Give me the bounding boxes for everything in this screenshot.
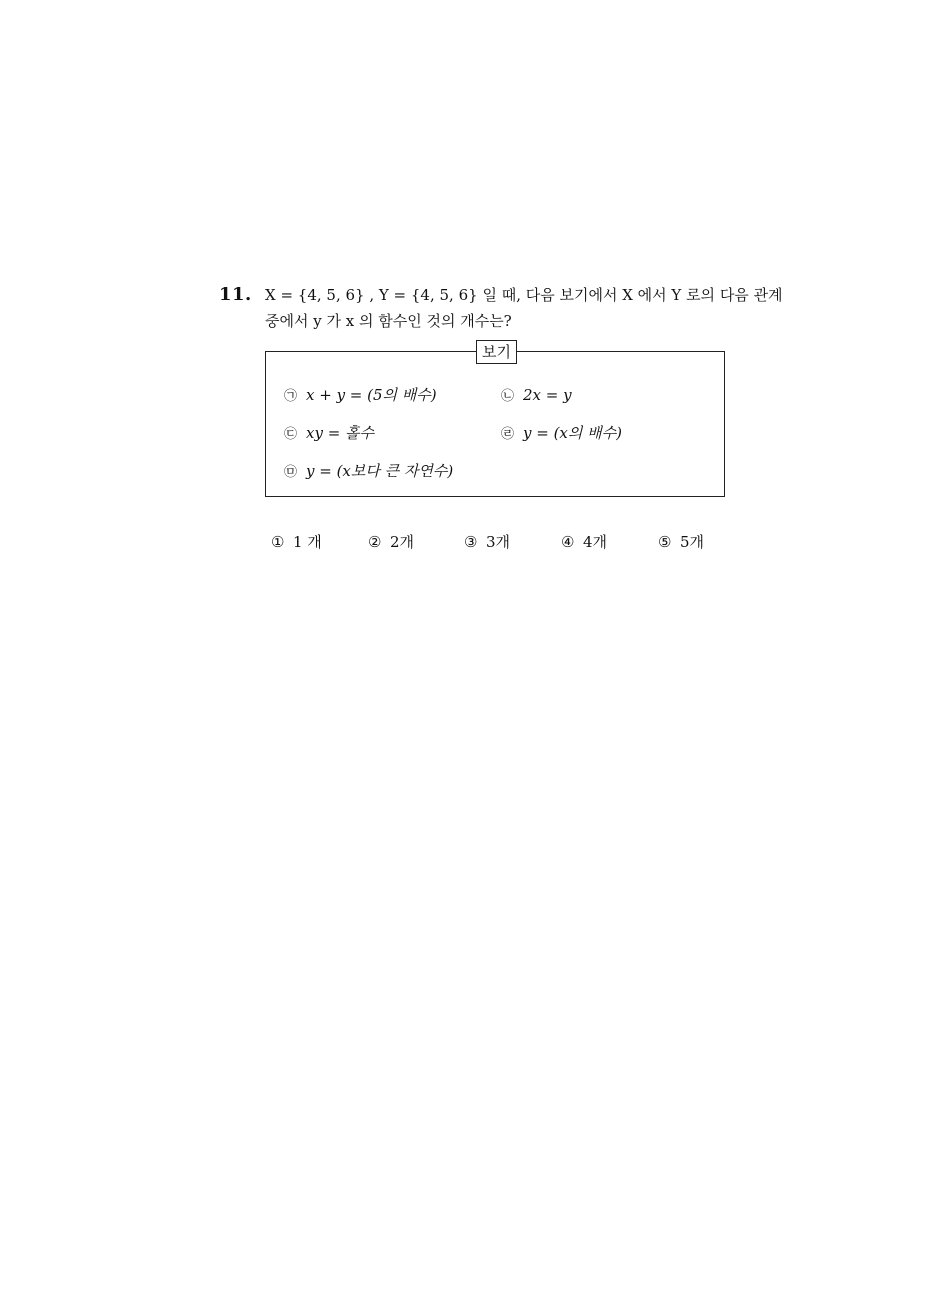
example-box-title: 보기	[476, 340, 517, 364]
problem-number: 11.	[219, 284, 252, 305]
example-item	[501, 423, 622, 445]
choice-number: ④	[561, 533, 575, 551]
example-item-text: y = (x의 배수)	[523, 424, 622, 442]
answer-choice-1[interactable]	[271, 532, 322, 552]
question-line-2: 중에서 y 가 x 의 함수인 것의 개수는?	[265, 312, 512, 330]
choice-label: 1 개	[293, 533, 322, 551]
choice-label: 3개	[486, 533, 511, 551]
example-item-marker: ㉠	[284, 389, 298, 404]
example-item-marker: ㉡	[501, 389, 515, 404]
example-item-text: y = (x보다 큰 자연수)	[306, 462, 454, 480]
example-item-marker: ㉤	[284, 465, 298, 480]
choice-label: 5개	[680, 533, 705, 551]
example-item	[284, 461, 453, 483]
choice-label: 2개	[390, 533, 415, 551]
example-item	[501, 385, 572, 407]
example-item-text: 2x = y	[523, 386, 572, 404]
example-item-marker: ㉣	[501, 427, 515, 442]
choice-number: ③	[464, 533, 478, 551]
answer-choice-2[interactable]	[368, 532, 414, 552]
example-item-marker: ㉢	[284, 427, 298, 442]
answer-choice-3[interactable]	[464, 532, 510, 552]
example-item	[284, 385, 437, 407]
choice-number: ①	[271, 533, 285, 551]
example-item-text: x + y = (5의 배수)	[306, 386, 437, 404]
example-item	[284, 423, 374, 445]
answer-choice-5[interactable]	[658, 532, 704, 552]
answer-choice-4[interactable]	[561, 532, 607, 552]
question-line-1: X = {4, 5, 6} , Y = {4, 5, 6} 일 때, 다음 보기에서 X 에서 Y 로의 다음 관계	[265, 286, 783, 304]
choice-number: ⑤	[658, 533, 672, 551]
choice-number: ②	[368, 533, 382, 551]
choice-label: 4개	[583, 533, 608, 551]
example-item-text: xy = 홀수	[306, 424, 375, 442]
